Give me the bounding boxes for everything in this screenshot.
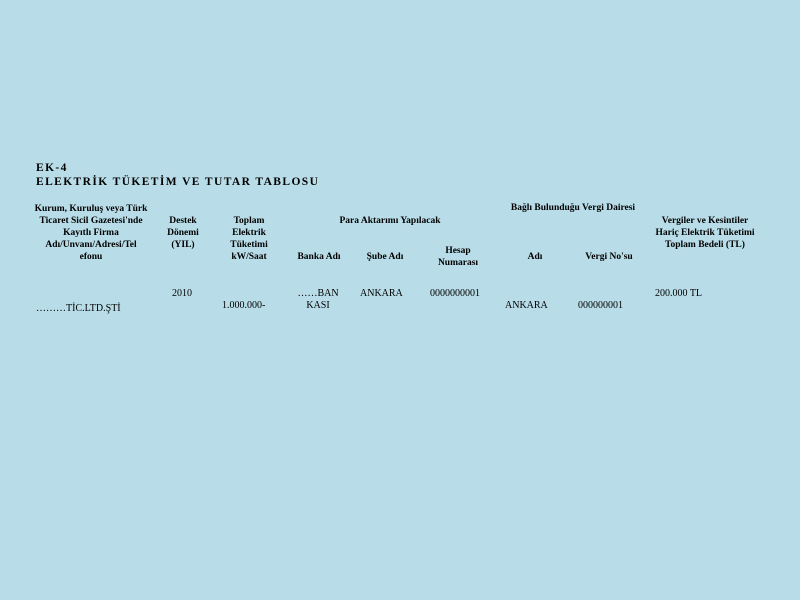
cell-account-number: 0000000001 (430, 288, 480, 299)
header-tax-number: Vergi No'su (585, 252, 633, 262)
document-title: ELEKTRİK TÜKETİM VE TUTAR TABLOSU (36, 176, 320, 188)
header-tax-office-group: Bağlı Bulunduğu Vergi Dairesi (510, 203, 636, 213)
header-branch-name: Şube Adı (366, 252, 404, 262)
cell-tax-number: 000000001 (578, 300, 623, 311)
cell-firm: ………TİC.LTD.ŞTİ (36, 303, 121, 314)
header-firm: Kurum, Kuruluş veya Türk Ticaret Sicil Gazetesi'nde Kayıtlı Firma Adı/Unvanı/Adresi/Tel efonu (34, 204, 148, 262)
header-consumption: Toplam Elektrik Tüketimi kW/Saat (230, 216, 268, 262)
cell-total-cost: 200.000 TL (655, 288, 703, 299)
header-period: Destek Dönemi (YIL) (167, 216, 199, 250)
header-transfer-group: Para Aktarımı Yapılacak (339, 216, 441, 226)
header-account-number: Hesap Numarası (437, 246, 479, 268)
annex-label: EK-4 (36, 162, 68, 174)
cell-period: 2010 (172, 288, 192, 299)
cell-tax-office-name: ANKARA (505, 300, 548, 311)
header-total-cost: Vergiler ve Kesintiler Hariç Elektrik Tüketimi Toplam Bedeli (TL) (655, 216, 755, 250)
cell-bank-name: ……BAN KASI (297, 288, 339, 311)
header-tax-office-name: Adı (527, 252, 543, 262)
cell-consumption: 1.000.000- (222, 300, 266, 311)
cell-branch-name: ANKARA (360, 288, 403, 299)
document-heading (36, 161, 319, 189)
header-bank-name: Banka Adı (297, 252, 341, 262)
